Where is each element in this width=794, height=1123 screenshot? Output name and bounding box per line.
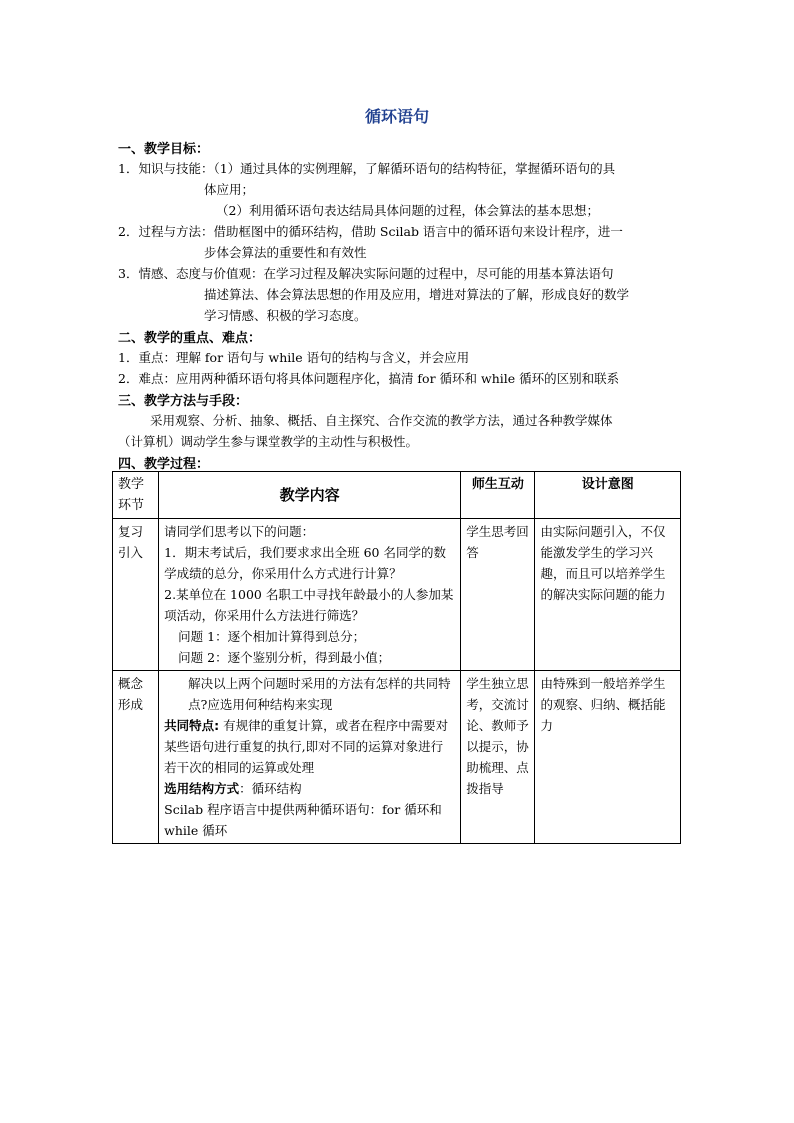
keypoint-2: 2．难点：应用两种循环语句将具体问题程序化，搞清 for 循环和 while 循环的区别和联系 xyxy=(118,371,620,386)
row1-content-question-1: 1．期末考试后，我们要求求出全班 60 名同学的数学成绩的总分，你采用什么方式进行计算？ xyxy=(164,545,446,581)
row2-structure-label: 选用结构方式 xyxy=(164,781,240,796)
goal-3-line-3: 学习情感、积极的学习态度。 xyxy=(204,308,367,323)
goal-1-line-1: 1．知识与技能：（1）通过具体的实例理解，了解循环语句的结构特征，掌握循环语句的具 xyxy=(118,161,616,176)
table-header-row xyxy=(113,472,681,519)
goal-2-line-1: 2．过程与方法：借助框图中的循环结构，借助 Scilab 语言中的循环语句来设计程序，进一 xyxy=(118,224,623,239)
row1-content-line-1: 请同学们思考以下的问题： xyxy=(164,524,315,539)
goal-3-line-1: 3．情感、态度与价值观：在学习过程及解决实际问题的过程中，尽可能的用基本算法语句 xyxy=(118,266,614,281)
row2-content-structure xyxy=(164,778,455,799)
row2-content-common xyxy=(164,715,455,778)
methods-line-1: 采用观察、分析、抽象、概括、自主探究、合作交流的教学方法，通过各种教学媒体 xyxy=(150,413,613,428)
section-heading-methods: 三、教学方法与手段： xyxy=(118,394,249,409)
row2-intent: 由特殊到一般培养学生的观察、归纳、概括能力 xyxy=(535,671,681,844)
row2-content xyxy=(159,671,461,844)
row2-content-line-1: 解决以上两个问题时采用的方法有怎样的共同特点?应选用何种结构来实现 xyxy=(188,676,451,712)
row2-common-text: 有规律的重复计算，或者在程序中需要对某些语句进行重复的执行,即对不同的运算对象进行若干次的相同的运算或处理 xyxy=(164,718,449,775)
methods-line-2: （计算机）调动学生参与课堂教学的主动性与积极性。 xyxy=(118,434,419,449)
goal-1-line-2: 体应用； xyxy=(204,182,255,197)
section-heading-keypoints: 二、教学的重点、难点： xyxy=(118,331,262,346)
table-row xyxy=(113,671,681,844)
row1-stage: 复习引入 xyxy=(113,519,159,671)
goal-1-line-3: （2）利用循环语句表达结局具体问题的过程，体会算法的基本思想； xyxy=(216,203,599,218)
header-content: 教学内容 xyxy=(159,472,461,519)
row2-interaction: 学生独立思考，交流讨论、教师予以提示，协助梳理、点拨指导 xyxy=(461,671,535,844)
row1-interaction: 学生思考回答 xyxy=(461,519,535,671)
row2-content-scilab: Scilab 程序语言中提供两种循环语句：for 循环和 while 循环 xyxy=(164,802,442,838)
header-interaction: 师生互动 xyxy=(461,472,535,519)
keypoint-1: 1．重点：理解 for 语句与 while 语句的结构与含义，并会应用 xyxy=(118,350,470,365)
row1-content-answer-1: 问题 1：逐个相加计算得到总分； xyxy=(178,629,366,644)
section-heading-goals: 一、教学目标： xyxy=(118,142,210,157)
row1-content-answer-2: 问题 2：逐个鉴别分析，得到最小值； xyxy=(178,650,391,665)
row1-content-question-2: 2.某单位在 1000 名职工中寻找年龄最小的人参加某项活动，你采用什么方法进行筛选？ xyxy=(164,587,454,623)
goal-2-line-2: 步体会算法的重要性和有效性 xyxy=(204,245,367,260)
row1-content xyxy=(159,519,461,671)
row2-structure-text: ：循环结构 xyxy=(239,781,302,796)
row1-intent: 由实际问题引入，不仅能激发学生的学习兴趣，而且可以培养学生的解决实际问题的能力 xyxy=(535,519,681,671)
header-intent: 设计意图 xyxy=(535,472,681,519)
lesson-table xyxy=(112,471,681,844)
section-heading-process: 四、教学过程： xyxy=(118,457,210,472)
header-stage: 教学环节 xyxy=(113,472,159,519)
row2-stage: 概念形成 xyxy=(113,671,159,844)
page-title: 循环语句 xyxy=(364,107,429,126)
row2-common-label: 共同特点: xyxy=(164,718,220,733)
goal-3-line-2: 描述算法、体会算法思想的作用及应用，增进对算法的了解，形成良好的数学 xyxy=(204,287,630,302)
table-row xyxy=(113,519,681,671)
